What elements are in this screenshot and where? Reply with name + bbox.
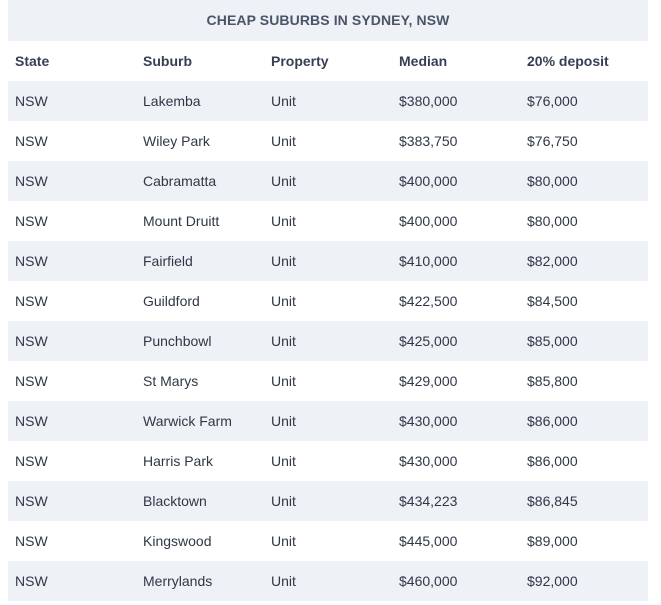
cell-state: NSW xyxy=(8,161,136,201)
cell-median: $380,000 xyxy=(392,81,520,121)
cell-state: NSW xyxy=(8,321,136,361)
cell-deposit: $80,000 xyxy=(520,201,648,241)
cell-deposit: $84,500 xyxy=(520,281,648,321)
cell-state: NSW xyxy=(8,561,136,601)
cell-state: NSW xyxy=(8,521,136,561)
table-row xyxy=(8,81,648,121)
cell-deposit: $89,000 xyxy=(520,521,648,561)
table-row xyxy=(8,121,648,161)
cell-suburb: Punchbowl xyxy=(136,321,264,361)
table-row xyxy=(8,161,648,201)
cell-deposit: $76,750 xyxy=(520,121,648,161)
table-row xyxy=(8,401,648,441)
table-row xyxy=(8,281,648,321)
cell-median: $430,000 xyxy=(392,401,520,441)
cell-suburb: Guildford xyxy=(136,281,264,321)
cell-deposit: $82,000 xyxy=(520,241,648,281)
cell-state: NSW xyxy=(8,401,136,441)
cell-median: $445,000 xyxy=(392,521,520,561)
cell-suburb: Merrylands xyxy=(136,561,264,601)
cell-deposit: $76,000 xyxy=(520,81,648,121)
table-row xyxy=(8,321,648,361)
cell-suburb: Kingswood xyxy=(136,521,264,561)
cell-state: NSW xyxy=(8,481,136,521)
header-row xyxy=(8,41,648,81)
cell-suburb: Fairfield xyxy=(136,241,264,281)
cell-state: NSW xyxy=(8,201,136,241)
cell-deposit: $86,845 xyxy=(520,481,648,521)
cell-suburb: Wiley Park xyxy=(136,121,264,161)
cell-property: Unit xyxy=(264,121,392,161)
cell-state: NSW xyxy=(8,81,136,121)
cell-median: $400,000 xyxy=(392,161,520,201)
cell-property: Unit xyxy=(264,401,392,441)
cell-deposit: $86,000 xyxy=(520,401,648,441)
header-property: Property xyxy=(264,41,392,81)
cell-suburb: Cabramatta xyxy=(136,161,264,201)
cell-suburb: Mount Druitt xyxy=(136,201,264,241)
cell-suburb: Harris Park xyxy=(136,441,264,481)
header-deposit: 20% deposit xyxy=(520,41,648,81)
cell-suburb: Lakemba xyxy=(136,81,264,121)
suburbs-table xyxy=(8,41,648,601)
header-state: State xyxy=(8,41,136,81)
cell-median: $430,000 xyxy=(392,441,520,481)
cell-property: Unit xyxy=(264,281,392,321)
table-row xyxy=(8,481,648,521)
cell-median: $429,000 xyxy=(392,361,520,401)
cell-suburb: Blacktown xyxy=(136,481,264,521)
cell-property: Unit xyxy=(264,481,392,521)
header-suburb: Suburb xyxy=(136,41,264,81)
cell-property: Unit xyxy=(264,521,392,561)
suburbs-table-container xyxy=(8,0,648,601)
cell-property: Unit xyxy=(264,321,392,361)
cell-median: $400,000 xyxy=(392,201,520,241)
cell-deposit: $86,000 xyxy=(520,441,648,481)
cell-state: NSW xyxy=(8,121,136,161)
cell-state: NSW xyxy=(8,241,136,281)
table-row xyxy=(8,441,648,481)
cell-median: $422,500 xyxy=(392,281,520,321)
table-row xyxy=(8,241,648,281)
cell-state: NSW xyxy=(8,361,136,401)
cell-property: Unit xyxy=(264,441,392,481)
cell-median: $383,750 xyxy=(392,121,520,161)
cell-suburb: St Marys xyxy=(136,361,264,401)
cell-property: Unit xyxy=(264,561,392,601)
cell-deposit: $92,000 xyxy=(520,561,648,601)
cell-deposit: $85,800 xyxy=(520,361,648,401)
cell-property: Unit xyxy=(264,241,392,281)
cell-deposit: $85,000 xyxy=(520,321,648,361)
cell-median: $410,000 xyxy=(392,241,520,281)
cell-property: Unit xyxy=(264,81,392,121)
cell-state: NSW xyxy=(8,281,136,321)
cell-property: Unit xyxy=(264,161,392,201)
cell-state: NSW xyxy=(8,441,136,481)
cell-median: $434,223 xyxy=(392,481,520,521)
cell-suburb: Warwick Farm xyxy=(136,401,264,441)
table-row xyxy=(8,361,648,401)
cell-median: $460,000 xyxy=(392,561,520,601)
cell-deposit: $80,000 xyxy=(520,161,648,201)
table-body xyxy=(8,81,648,601)
table-title: CHEAP SUBURBS IN SYDNEY, NSW xyxy=(8,0,648,41)
cell-property: Unit xyxy=(264,201,392,241)
header-median: Median xyxy=(392,41,520,81)
table-row xyxy=(8,201,648,241)
cell-property: Unit xyxy=(264,361,392,401)
table-row xyxy=(8,521,648,561)
table-row xyxy=(8,561,648,601)
cell-median: $425,000 xyxy=(392,321,520,361)
